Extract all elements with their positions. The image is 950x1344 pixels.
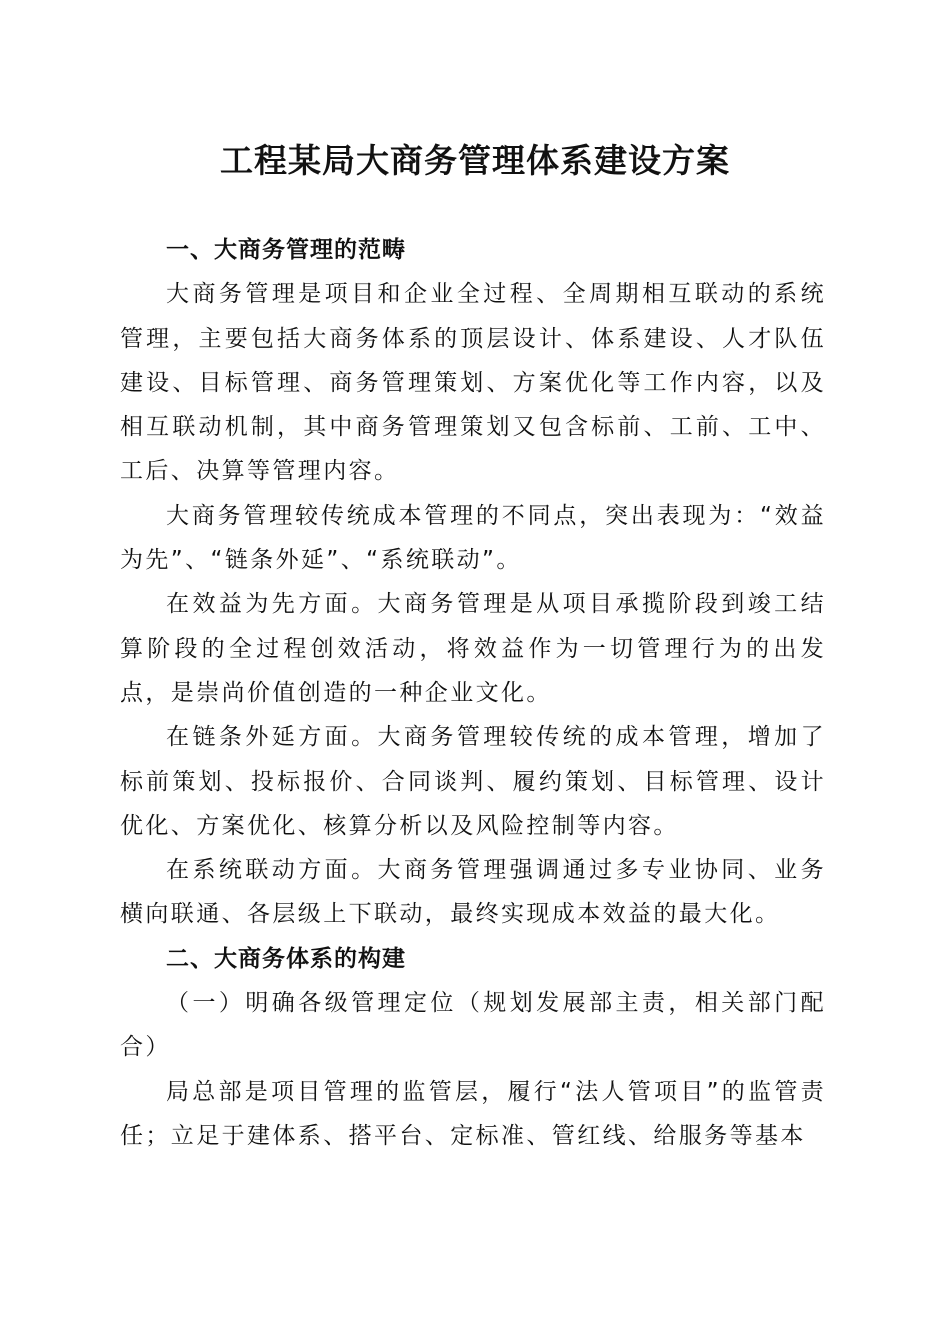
paragraph-chain-extension: 在链条外延方面。大商务管理较传统的成本管理，增加了标前策划、投标报价、合同谈判、履约策划、目标管理、设计优化、方案优化、核算分析以及风险控制等内容。 (120, 724, 826, 839)
document-title: 工程某局大商务管理体系建设方案 (220, 141, 730, 180)
paragraph-differences: 大商务管理较传统成本管理的不同点，突出表现为：“效益为先”、“链条外延”、“系统联动”。 (120, 502, 826, 574)
document-body (120, 228, 826, 1158)
paragraph-headquarters-role: 局总部是项目管理的监管层，履行“法人管项目”的监管责任；立足于建体系、搭平台、定标准、管红线、给服务等基本 (120, 1078, 826, 1149)
paragraph-benefit-first: 在效益为先方面。大商务管理是从项目承揽阶段到竣工结算阶段的全过程创效活动，将效益作为一切管理行为的出发点，是崇尚价值创造的一种企业文化。 (120, 591, 826, 706)
paragraph-scope-definition: 大商务管理是项目和企业全过程、全周期相互联动的系统管理，主要包括大商务体系的顶层设计、体系建设、人才队伍建设、目标管理、商务管理策划、方案优化等工作内容，以及相互联动机制，其中商务管理策划又包含标前、工前、工中、工后、决算等管理内容。 (120, 281, 826, 485)
section-heading-1: 一、大商务管理的范畴 (166, 237, 406, 263)
subsection-heading-1: （一）明确各级管理定位（规划发展部主责，相关部门配合） (120, 990, 826, 1061)
section-heading-2: 二、大商务体系的构建 (166, 945, 406, 972)
paragraph-system-linkage: 在系统联动方面。大商务管理强调通过多专业协同、业务横向联通、各层级上下联动，最终实现成本效益的最大化。 (120, 857, 826, 928)
